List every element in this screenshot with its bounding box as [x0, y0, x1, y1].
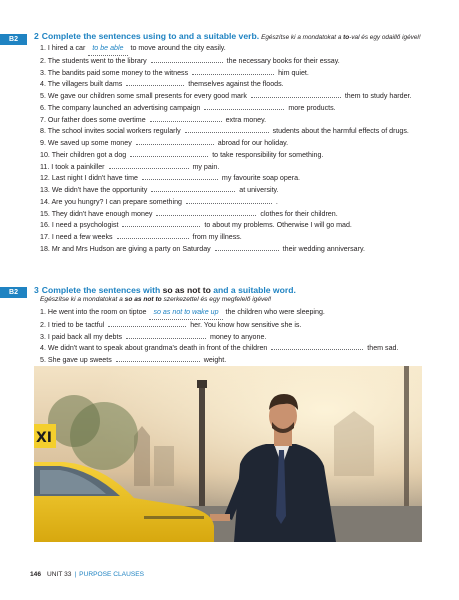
- unit-label: UNIT 33: [47, 571, 72, 578]
- answer-blank[interactable]: [150, 114, 222, 122]
- answer-blank[interactable]: [126, 78, 184, 86]
- sentence-item: 6. The company launched an advertising campaign more products.: [40, 103, 336, 112]
- sentence-item: 3. The bandits paid some money to the witness him quiet.: [40, 68, 309, 77]
- exercise-2-title: 2 Complete the sentences using to and a suitable verb. Egészítse ki a mondatokat a to-val és egy odaillő igével!: [34, 31, 421, 41]
- page-footer: 146 UNIT 33 | PURPOSE CLAUSES: [30, 571, 145, 578]
- sentence-item: 2. The students went to the library the necessary books for their essay.: [40, 56, 340, 65]
- answer-blank[interactable]: [186, 196, 272, 204]
- sentence-item: 12. Last night I didn't have time my favourite soap opera.: [40, 174, 300, 183]
- level-badge-b2: B2: [0, 287, 27, 298]
- answer-blank[interactable]: [108, 319, 186, 327]
- exercise-3-hungarian-instruction: Egészítse ki a mondatokat a so as not to szerkezettel és egy megfelelő igével!: [40, 296, 272, 303]
- answer-blank[interactable]: [156, 208, 256, 216]
- unit-topic: PURPOSE CLAUSES: [79, 571, 145, 578]
- answer-blank[interactable]: [185, 125, 269, 133]
- answer-blank[interactable]: [117, 231, 189, 239]
- sentence-item: 10. Their children got a dog to take responsibility for something.: [40, 150, 324, 159]
- taxi-businessman-photo: [34, 366, 422, 542]
- answer-blank[interactable]: [192, 67, 274, 75]
- sentence-item: 18. Mr and Mrs Hudson are giving a party on Saturday their wedding anniversary.: [40, 244, 365, 253]
- answer-blank[interactable]: [151, 184, 235, 192]
- sentence-item: 11. I took a painkiller my pain.: [40, 162, 220, 171]
- answer-blank[interactable]: [116, 354, 200, 362]
- sentence-item: 16. I need a psychologist to about my problems. Otherwise I will go mad.: [40, 221, 352, 230]
- answer-blank[interactable]: [251, 90, 341, 98]
- example-answer: so as not to wake up: [149, 307, 222, 320]
- exercise-3-title: 3 Complete the sentences with so as not to and a suitable word.: [34, 285, 296, 295]
- answer-blank[interactable]: [271, 342, 363, 350]
- answer-blank[interactable]: [136, 137, 214, 145]
- answer-blank[interactable]: [126, 331, 206, 339]
- answer-blank[interactable]: [215, 243, 279, 251]
- sentence-item: 17. I need a few weeks from my illness.: [40, 233, 242, 241]
- sentence-item: 5. We gave our children some small presents for every good mark them to study harder.: [40, 92, 412, 100]
- sentence-item: 9. We saved up some money abroad for our holiday.: [40, 139, 289, 147]
- exercise-number: 2: [34, 31, 39, 41]
- sentence-item: 8. The school invites social workers regularly students about the harmful effects of drugs.: [40, 127, 409, 136]
- sentence-item: 2. I tried to be tactful her. You know how sensitive she is.: [40, 320, 302, 329]
- answer-blank[interactable]: [109, 161, 189, 169]
- sentence-item: 5. She gave up sweets weight.: [40, 356, 227, 364]
- example-answer: to be able: [88, 43, 127, 56]
- level-badge-b2: B2: [0, 34, 27, 45]
- sentence-item: 1. I hired a car to be able to move around the city easily.: [40, 43, 411, 55]
- exercise-2-sentences: [40, 43, 411, 255]
- sentence-item: 15. They didn't have enough money clothes for their children.: [40, 209, 338, 218]
- answer-blank[interactable]: [122, 219, 200, 227]
- sentence-item: 13. We didn't have the opportunity at university.: [40, 186, 279, 194]
- taxi-sign-text: XI: [36, 430, 53, 446]
- sentence-item: 4. The villagers built dams themselves against the floods.: [40, 80, 284, 89]
- answer-blank[interactable]: [204, 102, 284, 110]
- sentence-item: 3. I paid back all my debts money to anyone.: [40, 332, 267, 341]
- sentence-item: 14. Are you hungry? I can prepare something .: [40, 197, 278, 206]
- exercise-2-hungarian-instruction: Egészítse ki a mondatokat a to-val és egy odaillő igével!: [261, 34, 421, 41]
- answer-blank[interactable]: [130, 149, 208, 157]
- answer-blank[interactable]: [151, 55, 223, 63]
- sentence-item: 7. Our father does some overtime extra money.: [40, 115, 267, 124]
- sentence-item: 1. He went into the room on tiptoe so as not to wake up the children who were sleeping.: [40, 307, 398, 319]
- page-number: 146: [30, 571, 42, 578]
- answer-blank[interactable]: [142, 172, 218, 180]
- sentence-item: 4. We didn't want to speak about grandma's death in front of the children them sad.: [40, 344, 399, 353]
